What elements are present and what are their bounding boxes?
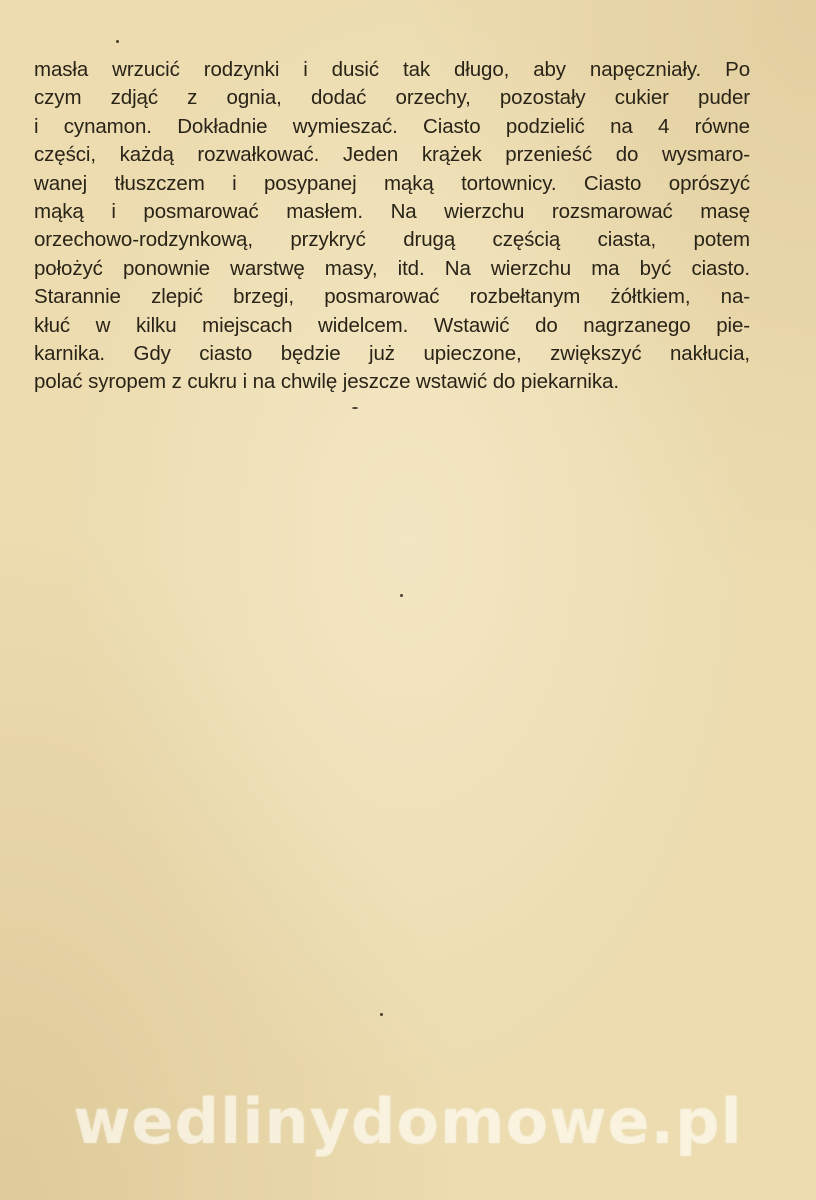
text-line: masła wrzucić rodzynki i dusić tak długo, aby napęczniały. Po [34,58,750,81]
recipe-paragraph [34,56,750,397]
text-line: czym zdjąć z ognia, dodać orzechy, pozostały cukier puder [34,86,750,110]
text-line: polać syropem z cukru i na chwilę jeszcze wstawić do piekarnika. [34,370,619,394]
paper-speck [116,40,119,43]
watermark-text: wedlinydomowe.pl [73,1085,743,1158]
text-line: położyć ponownie warstwę masy, itd. Na wierzchu ma być ciasto. [34,256,750,280]
text-line: wanej tłuszczem i posypanej mąką tortownicy. Ciasto oprószyć [34,171,750,195]
text-line: mąką i posmarować masłem. Na wierzchu rozsmarować masę [34,200,750,224]
paper-speck [380,1013,383,1016]
text-line: kłuć w kilku miejscach widelcem. Wstawić do nagrzanego pie- [34,313,750,337]
text-line: Starannie zlepić brzegi, posmarować rozbełtanym żółtkiem, na- [34,285,750,309]
text-line: i cynamon. Dokładnie wymieszać. Ciasto podzielić na 4 równe [34,114,750,138]
text-line: części, każdą rozwałkować. Jeden krążek przenieść do wysmaro- [34,143,750,167]
text-line: karnika. Gdy ciasto będzie już upieczone, zwiększyć nakłucia, [34,342,750,366]
paper-speck [352,407,358,409]
paper-speck [400,594,403,597]
text-line: orzechowo-rodzynkową, przykryć drugą częścią ciasta, potem [34,228,750,252]
